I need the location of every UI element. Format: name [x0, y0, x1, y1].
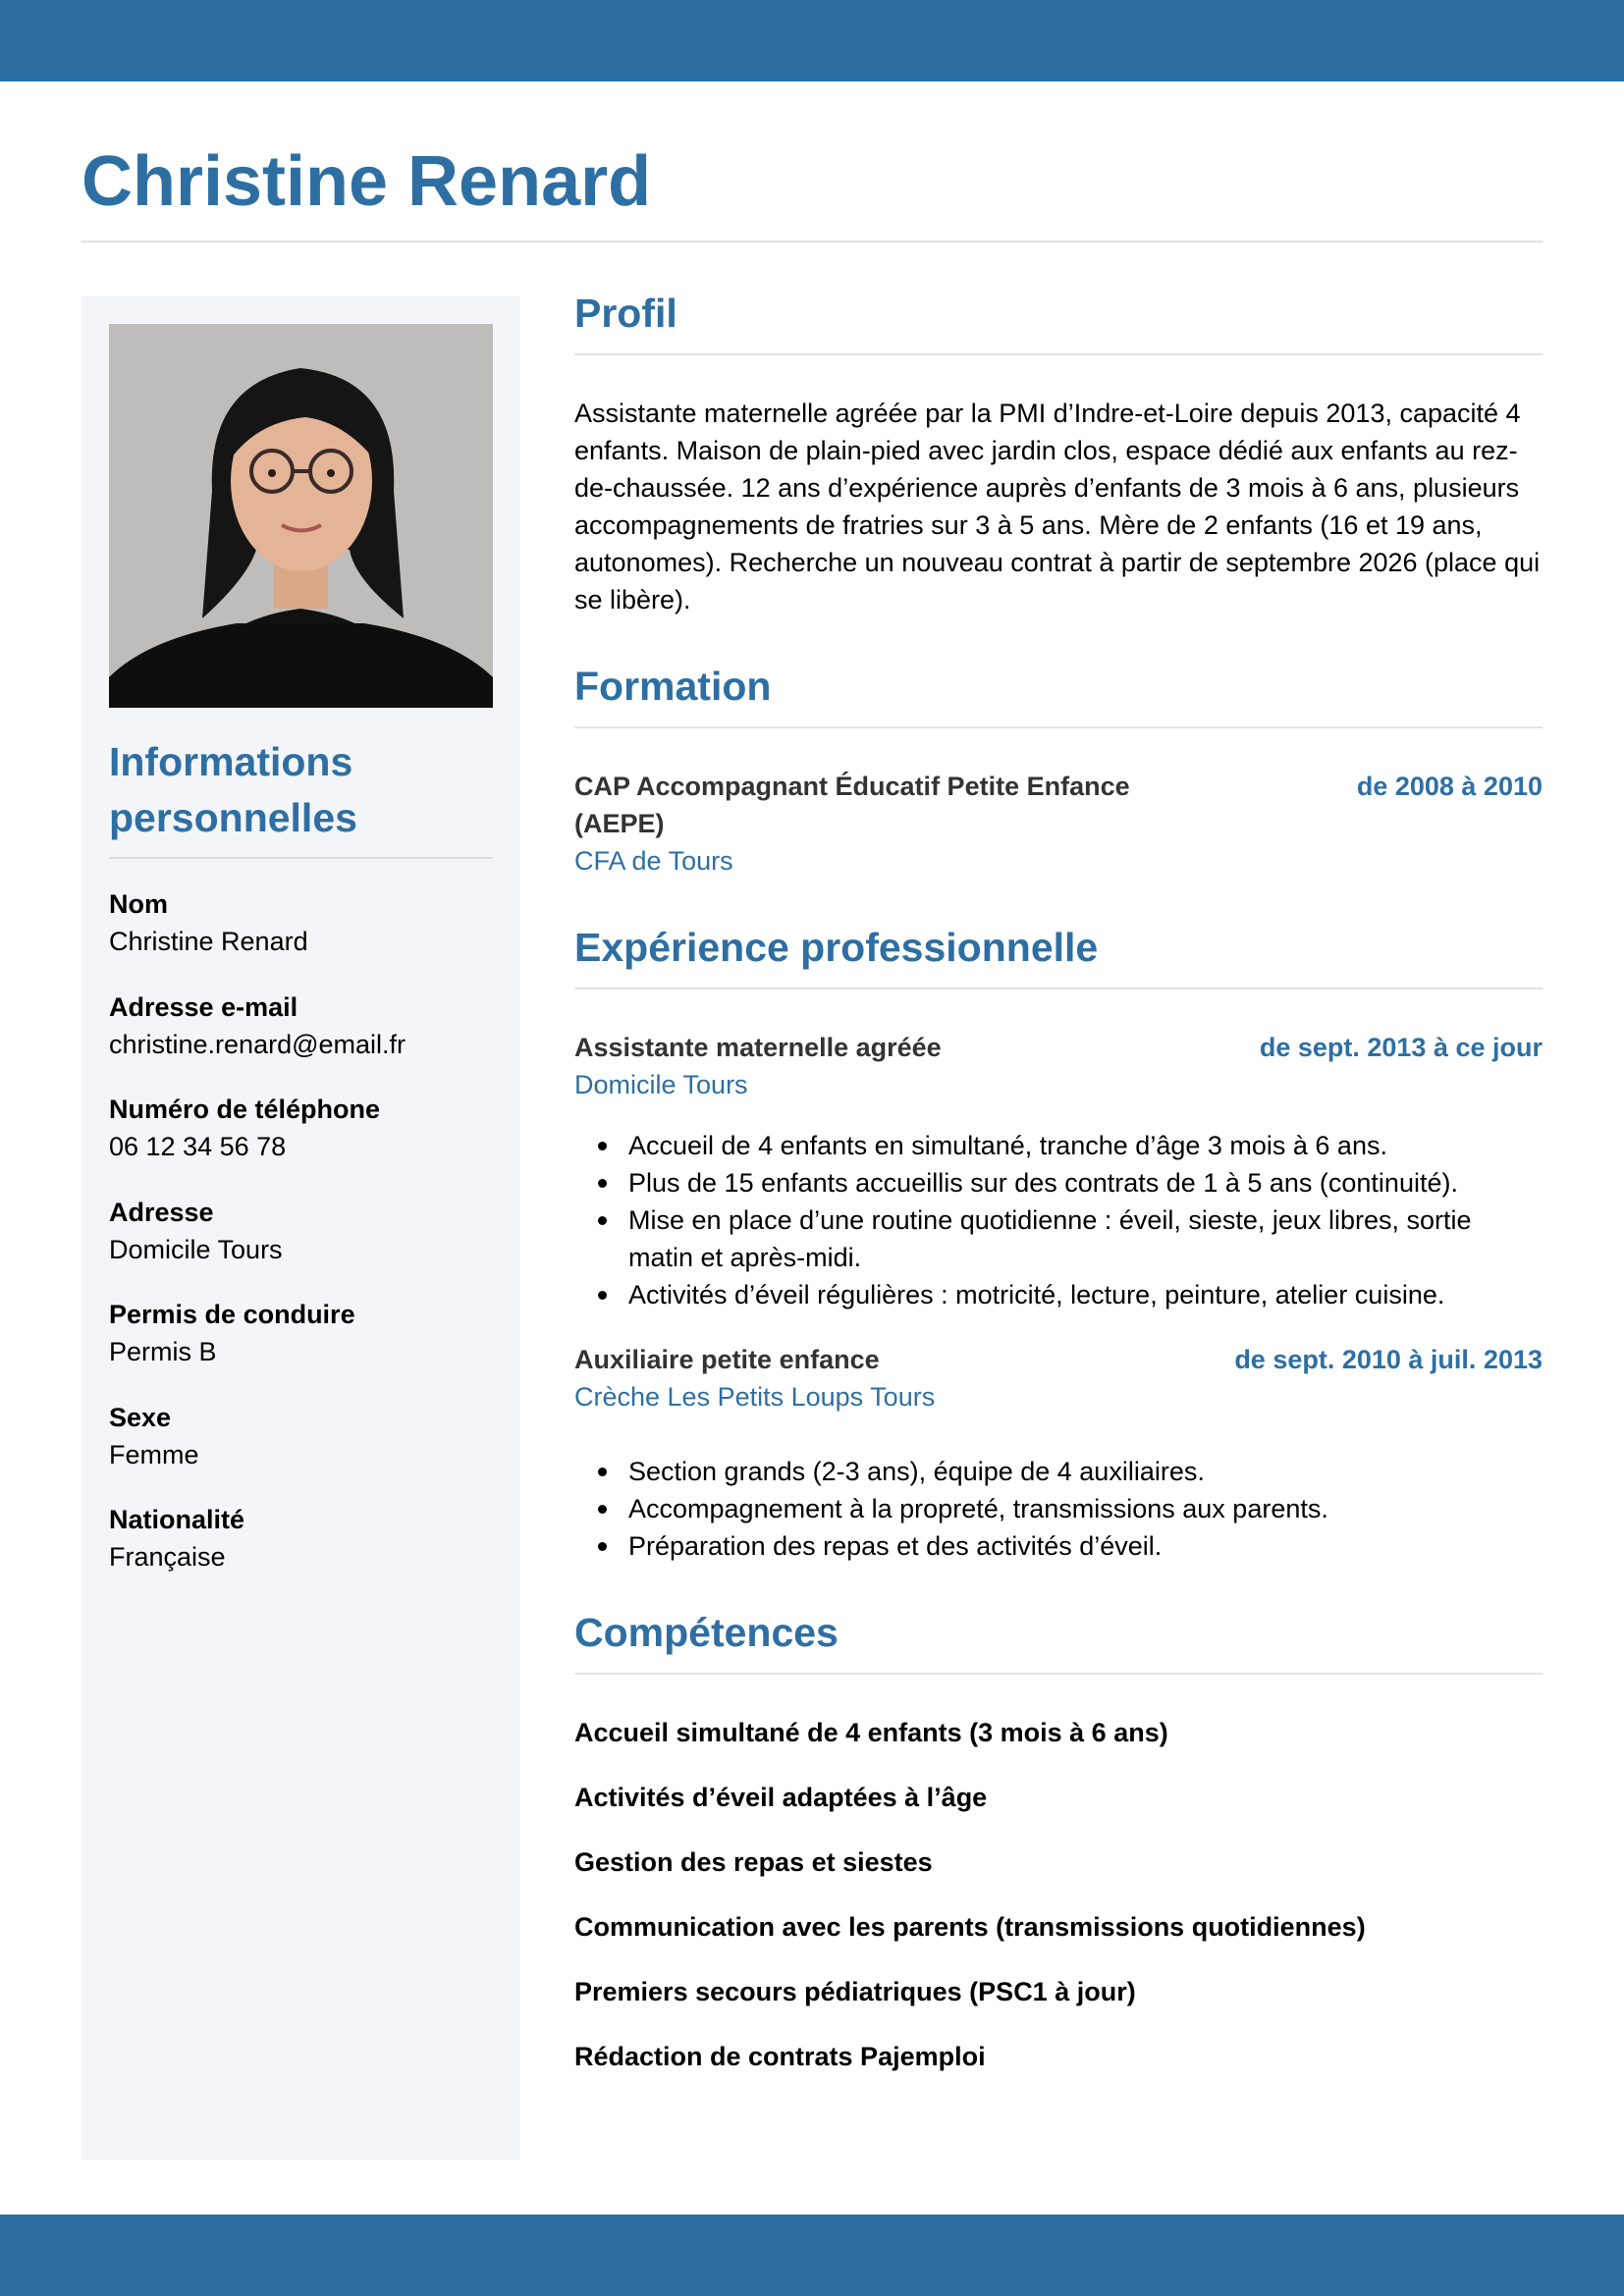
experience-entry: [574, 1341, 1543, 1565]
info-value: Française: [109, 1542, 226, 1572]
info-value: Domicile Tours: [109, 1234, 283, 1264]
section-divider: [574, 726, 1543, 728]
info-label: Adresse e-mail: [109, 991, 298, 1022]
experience-section: [574, 919, 1543, 1565]
section-divider: [109, 857, 493, 859]
bullet-item: Préparation des repas et des activités d’éveil.: [574, 1527, 1543, 1565]
info-value: 06 12 34 56 78: [109, 1132, 287, 1161]
section-heading-profile: Profil: [574, 291, 677, 336]
entry-date: de sept. 2010 à juil. 2013: [1234, 1345, 1543, 1374]
entry-bullets: [574, 1453, 1543, 1565]
profile-photo: [109, 324, 493, 708]
portrait-image: [109, 324, 493, 708]
bullet-item: Accueil de 4 enfants en simultané, tranche d’âge 3 mois à 6 ans.: [574, 1127, 1543, 1164]
entry-header: [574, 1341, 1543, 1378]
entry-organization: Crèche Les Petits Loups Tours: [574, 1382, 936, 1412]
info-label: Nationalité: [109, 1505, 245, 1534]
entry-title: CAP Accompagnant Éducatif Petite Enfance (AEPE): [574, 772, 1130, 838]
profile-text: Assistante maternelle agréée par la PMI d’Indre-et-Loire depuis 2013, capacité 4 enfants. Maison de plain-pied avec jardin clos, espace dédié aux enfants au rez-de-chaussée. 12 ans d’expérience auprès d’enfants de 3 mois à 6 ans, plusieurs accompagnements de fratries sur 3 à 5 ans. Mère de 2 enfants (16 et 19 ans, autonomes). Recherche un nouveau contrat à partir de septembre 2026 (place qui se libère).: [574, 399, 1541, 614]
top-banner: [0, 0, 1624, 81]
info-label: Nom: [109, 889, 168, 919]
title-divider: [81, 240, 1543, 242]
bullet-item: Activités d’éveil régulières : motricité, lecture, peinture, atelier cuisine.: [574, 1276, 1543, 1313]
bullet-item: Section grands (2-3 ans), équipe de 4 auxiliaires.: [574, 1453, 1543, 1490]
skill-item: Accueil simultané de 4 enfants (3 mois à 6 ans): [574, 1718, 1168, 1747]
skill-item: Communication avec les parents (transmissions quotidiennes): [574, 1912, 1366, 1942]
info-value: Femme: [109, 1439, 199, 1469]
education-section: [574, 658, 1543, 880]
info-item-phone: [109, 1091, 493, 1194]
page-title: Christine Renard: [81, 142, 652, 221]
bullet-item: Plus de 15 enfants accueillis sur des contrats de 1 à 5 ans (continuité).: [574, 1164, 1543, 1201]
skills-list: [574, 1714, 1543, 2075]
info-item-gender: [109, 1399, 493, 1502]
skill-item: Gestion des repas et siestes: [574, 1847, 933, 1877]
personal-info-heading: Informations personnelles: [109, 739, 357, 840]
entry-organization: CFA de Tours: [574, 846, 733, 876]
entry-title: Assistante maternelle agréée: [574, 1033, 942, 1062]
info-label: Numéro de téléphone: [109, 1095, 381, 1124]
info-value: Permis B: [109, 1337, 217, 1366]
skills-section: [574, 1604, 1543, 2075]
profile-section: [574, 285, 1543, 618]
info-label: Adresse: [109, 1197, 214, 1227]
entry-date: de sept. 2013 à ce jour: [1259, 1033, 1543, 1062]
entry-bullets: [574, 1127, 1543, 1313]
bullet-item: Mise en place d’une routine quotidienne : éveil, sieste, jeux libres, sortie matin et après-midi.: [574, 1201, 1543, 1276]
info-item-address: [109, 1194, 493, 1297]
skill-item: Premiers secours pédiatriques (PSC1 à jour): [574, 1977, 1136, 2006]
section-divider: [574, 1673, 1543, 1675]
entry-date: de 2008 à 2010: [1356, 772, 1543, 801]
entry-header: [574, 1029, 1543, 1066]
section-divider: [574, 988, 1543, 989]
info-item-nationality: [109, 1501, 493, 1604]
info-item-email: [109, 988, 493, 1092]
info-label: Sexe: [109, 1402, 172, 1432]
info-value: christine.renard@email.fr: [109, 1029, 406, 1059]
entry-header: [574, 768, 1543, 842]
section-heading-education: Formation: [574, 664, 772, 709]
section-heading-skills: Compétences: [574, 1610, 839, 1655]
section-heading-experience: Expérience professionnelle: [574, 925, 1099, 970]
personal-info-list: [109, 885, 493, 1604]
bottom-banner: [0, 2215, 1624, 2296]
sidebar: [81, 296, 520, 2160]
education-entry: [574, 768, 1543, 880]
bullet-item: Accompagnement à la propreté, transmissions aux parents.: [574, 1490, 1543, 1527]
experience-entry: [574, 1029, 1543, 1313]
info-label: Permis de conduire: [109, 1300, 355, 1329]
main-content: [574, 285, 1543, 2103]
info-item-license: [109, 1296, 493, 1399]
entry-title: Auxiliaire petite enfance: [574, 1345, 880, 1374]
skill-item: Rédaction de contrats Pajemploi: [574, 2042, 986, 2071]
info-item-name: [109, 885, 493, 988]
info-value: Christine Renard: [109, 927, 308, 956]
section-divider: [574, 353, 1543, 355]
skill-item: Activités d’éveil adaptées à l’âge: [574, 1783, 988, 1812]
entry-organization: Domicile Tours: [574, 1070, 748, 1099]
